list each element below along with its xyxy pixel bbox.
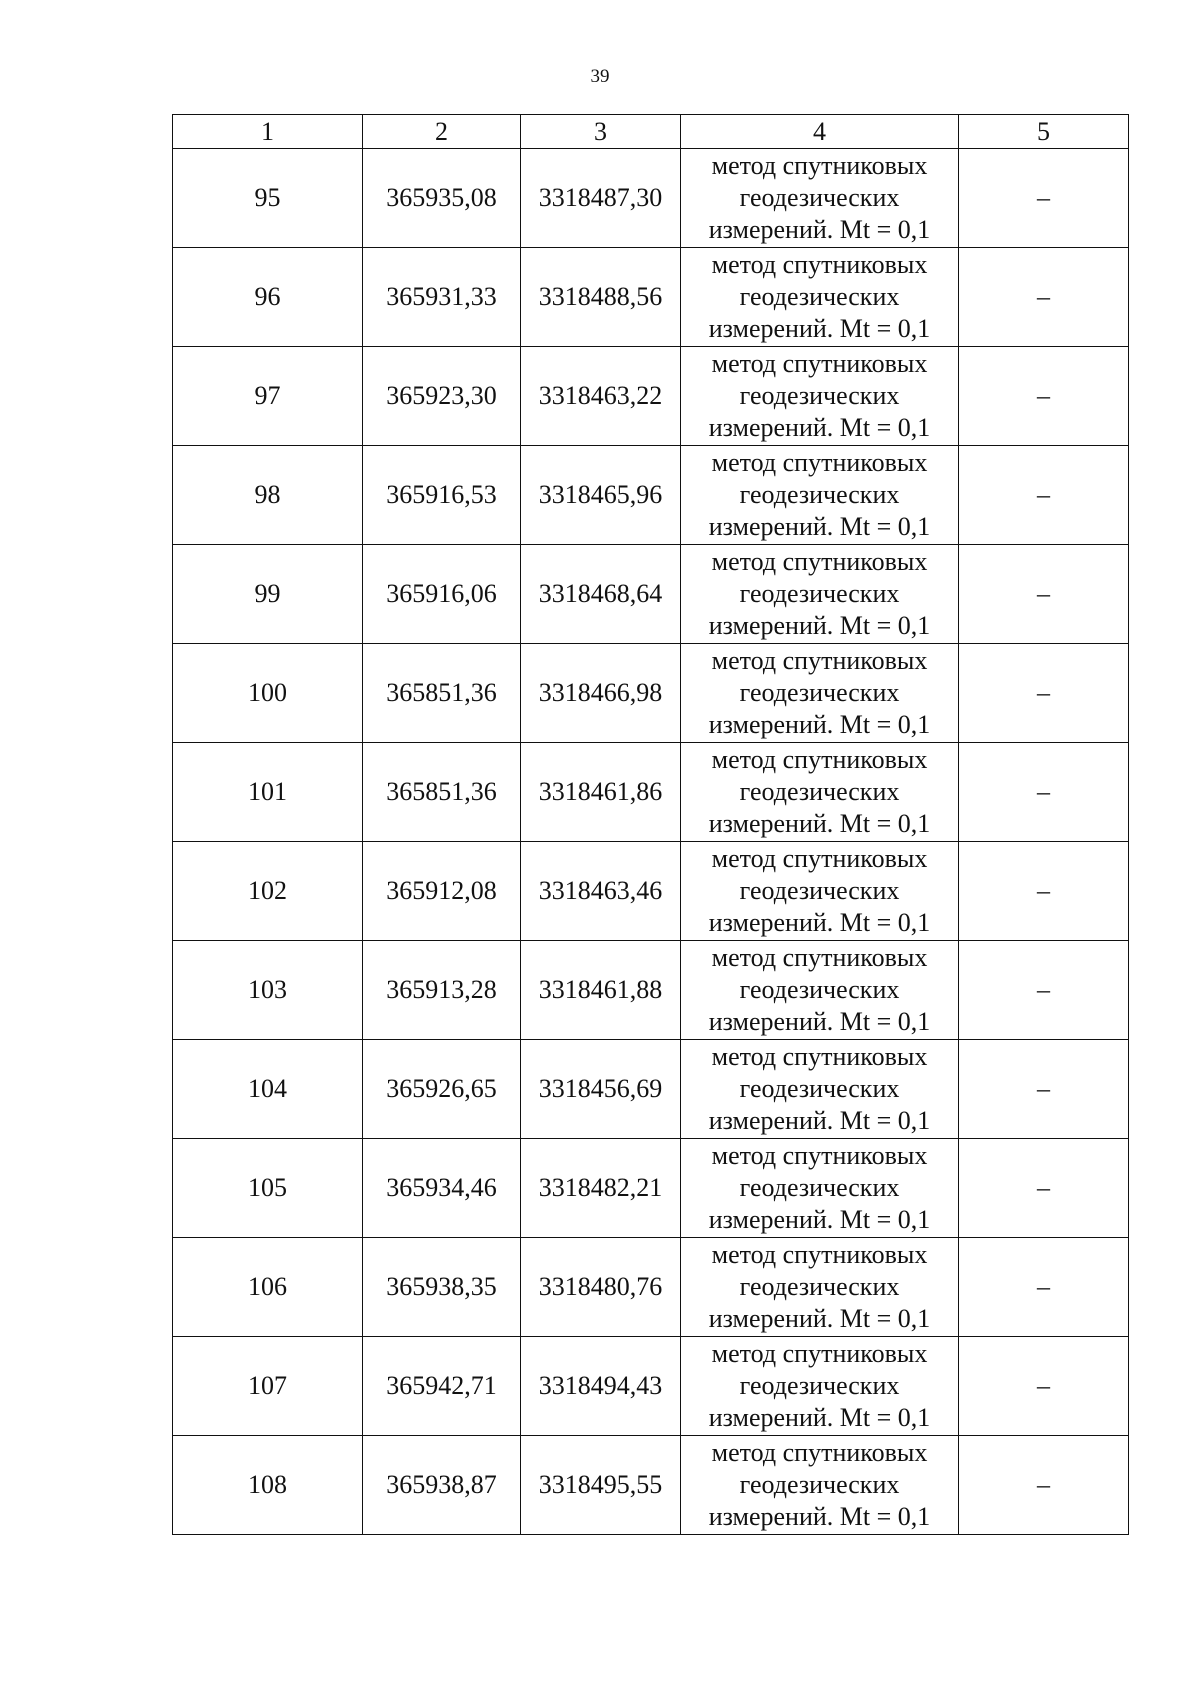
method-line: метод спутниковых <box>711 151 928 180</box>
point-number-cell: 104 <box>173 1040 363 1139</box>
note-cell: – <box>959 1337 1129 1436</box>
coordinate-x-cell: 365938,35 <box>363 1238 521 1337</box>
table-row <box>173 1337 1129 1436</box>
coordinate-x-cell: 365942,71 <box>363 1337 521 1436</box>
point-number-cell: 103 <box>173 941 363 1040</box>
coordinate-x-cell: 365916,53 <box>363 446 521 545</box>
table-header-row <box>173 115 1129 149</box>
column-header-2: 2 <box>363 115 521 149</box>
method-line: геодезических <box>739 678 900 707</box>
table-row <box>173 644 1129 743</box>
point-number-cell: 105 <box>173 1139 363 1238</box>
method-cell <box>681 743 959 842</box>
method-line: метод спутниковых <box>711 646 928 675</box>
method-line: измерений. Mt = 0,1 <box>708 1502 931 1531</box>
point-number-cell: 106 <box>173 1238 363 1337</box>
note-cell: – <box>959 545 1129 644</box>
coordinate-y-cell: 3318495,55 <box>521 1436 681 1535</box>
note-cell: – <box>959 248 1129 347</box>
method-cell <box>681 1337 959 1436</box>
method-cell <box>681 347 959 446</box>
note-cell: – <box>959 842 1129 941</box>
method-line: метод спутниковых <box>711 1042 928 1071</box>
note-cell: – <box>959 644 1129 743</box>
coordinate-x-cell: 365912,08 <box>363 842 521 941</box>
table-row <box>173 149 1129 248</box>
table-row <box>173 446 1129 545</box>
method-line: измерений. Mt = 0,1 <box>708 314 931 343</box>
method-cell <box>681 941 959 1040</box>
point-number-cell: 107 <box>173 1337 363 1436</box>
coordinate-y-cell: 3318456,69 <box>521 1040 681 1139</box>
method-cell <box>681 149 959 248</box>
coordinate-x-cell: 365851,36 <box>363 644 521 743</box>
note-cell: – <box>959 1238 1129 1337</box>
table-row <box>173 1139 1129 1238</box>
method-line: геодезических <box>739 876 900 905</box>
table-row <box>173 1238 1129 1337</box>
method-cell <box>681 248 959 347</box>
method-cell <box>681 842 959 941</box>
method-line: измерений. Mt = 0,1 <box>708 710 931 739</box>
coordinate-x-cell: 365935,08 <box>363 149 521 248</box>
coordinate-y-cell: 3318480,76 <box>521 1238 681 1337</box>
method-line: геодезических <box>739 975 900 1004</box>
method-line: геодезических <box>739 183 900 212</box>
method-line: геодезических <box>739 777 900 806</box>
method-cell <box>681 1238 959 1337</box>
coordinate-x-cell: 365913,28 <box>363 941 521 1040</box>
page-number: 39 <box>590 66 610 87</box>
method-line: метод спутниковых <box>711 349 928 378</box>
method-line: метод спутниковых <box>711 448 928 477</box>
method-line: метод спутниковых <box>711 547 928 576</box>
method-cell <box>681 1040 959 1139</box>
note-cell: – <box>959 1436 1129 1535</box>
method-line: геодезических <box>739 1470 900 1499</box>
column-header-5: 5 <box>959 115 1129 149</box>
method-cell <box>681 644 959 743</box>
coordinate-x-cell: 365916,06 <box>363 545 521 644</box>
method-line: геодезических <box>739 1371 900 1400</box>
method-line: метод спутниковых <box>711 250 928 279</box>
method-line: геодезических <box>739 381 900 410</box>
coordinate-y-cell: 3318482,21 <box>521 1139 681 1238</box>
point-number-cell: 102 <box>173 842 363 941</box>
method-cell <box>681 1436 959 1535</box>
table-row <box>173 347 1129 446</box>
method-line: измерений. Mt = 0,1 <box>708 512 931 541</box>
method-line: геодезических <box>739 1074 900 1103</box>
method-line: геодезических <box>739 579 900 608</box>
coordinate-x-cell: 365934,46 <box>363 1139 521 1238</box>
coordinate-y-cell: 3318488,56 <box>521 248 681 347</box>
coordinate-y-cell: 3318466,98 <box>521 644 681 743</box>
point-number-cell: 108 <box>173 1436 363 1535</box>
point-number-cell: 99 <box>173 545 363 644</box>
point-number-cell: 100 <box>173 644 363 743</box>
point-number-cell: 96 <box>173 248 363 347</box>
method-line: метод спутниковых <box>711 1141 928 1170</box>
method-line: метод спутниковых <box>711 1438 928 1467</box>
note-cell: – <box>959 941 1129 1040</box>
coordinate-y-cell: 3318461,88 <box>521 941 681 1040</box>
method-line: геодезических <box>739 1173 900 1202</box>
table-row <box>173 248 1129 347</box>
method-line: измерений. Mt = 0,1 <box>708 1205 931 1234</box>
method-line: измерений. Mt = 0,1 <box>708 1304 931 1333</box>
method-line: геодезических <box>739 1272 900 1301</box>
coordinate-y-cell: 3318468,64 <box>521 545 681 644</box>
method-line: измерений. Mt = 0,1 <box>708 413 931 442</box>
table-row <box>173 1040 1129 1139</box>
column-header-1: 1 <box>173 115 363 149</box>
method-line: измерений. Mt = 0,1 <box>708 611 931 640</box>
method-line: метод спутниковых <box>711 943 928 972</box>
coordinate-y-cell: 3318465,96 <box>521 446 681 545</box>
method-cell <box>681 545 959 644</box>
coordinate-x-cell: 365923,30 <box>363 347 521 446</box>
coordinates-table <box>172 114 1129 1535</box>
coordinate-y-cell: 3318463,22 <box>521 347 681 446</box>
point-number-cell: 97 <box>173 347 363 446</box>
method-line: измерений. Mt = 0,1 <box>708 215 931 244</box>
note-cell: – <box>959 446 1129 545</box>
note-cell: – <box>959 347 1129 446</box>
table-row <box>173 941 1129 1040</box>
coordinate-y-cell: 3318487,30 <box>521 149 681 248</box>
point-number-cell: 101 <box>173 743 363 842</box>
method-line: измерений. Mt = 0,1 <box>708 809 931 838</box>
coordinate-x-cell: 365931,33 <box>363 248 521 347</box>
method-line: измерений. Mt = 0,1 <box>708 1106 931 1135</box>
point-number-cell: 95 <box>173 149 363 248</box>
method-line: геодезических <box>739 480 900 509</box>
method-line: метод спутниковых <box>711 1339 928 1368</box>
note-cell: – <box>959 743 1129 842</box>
method-line: метод спутниковых <box>711 1240 928 1269</box>
method-cell <box>681 1139 959 1238</box>
note-cell: – <box>959 1040 1129 1139</box>
method-cell <box>681 446 959 545</box>
method-line: измерений. Mt = 0,1 <box>708 908 931 937</box>
method-line: метод спутниковых <box>711 745 928 774</box>
table-row <box>173 1436 1129 1535</box>
table-row <box>173 842 1129 941</box>
column-header-4: 4 <box>681 115 959 149</box>
coordinate-y-cell: 3318461,86 <box>521 743 681 842</box>
method-line: измерений. Mt = 0,1 <box>708 1403 931 1432</box>
note-cell: – <box>959 1139 1129 1238</box>
method-line: измерений. Mt = 0,1 <box>708 1007 931 1036</box>
table-row <box>173 743 1129 842</box>
coordinate-y-cell: 3318463,46 <box>521 842 681 941</box>
coordinate-y-cell: 3318494,43 <box>521 1337 681 1436</box>
coordinate-x-cell: 365926,65 <box>363 1040 521 1139</box>
method-line: геодезических <box>739 282 900 311</box>
coordinate-x-cell: 365938,87 <box>363 1436 521 1535</box>
point-number-cell: 98 <box>173 446 363 545</box>
method-line: метод спутниковых <box>711 844 928 873</box>
coordinate-x-cell: 365851,36 <box>363 743 521 842</box>
column-header-3: 3 <box>521 115 681 149</box>
note-cell: – <box>959 149 1129 248</box>
table-row <box>173 545 1129 644</box>
